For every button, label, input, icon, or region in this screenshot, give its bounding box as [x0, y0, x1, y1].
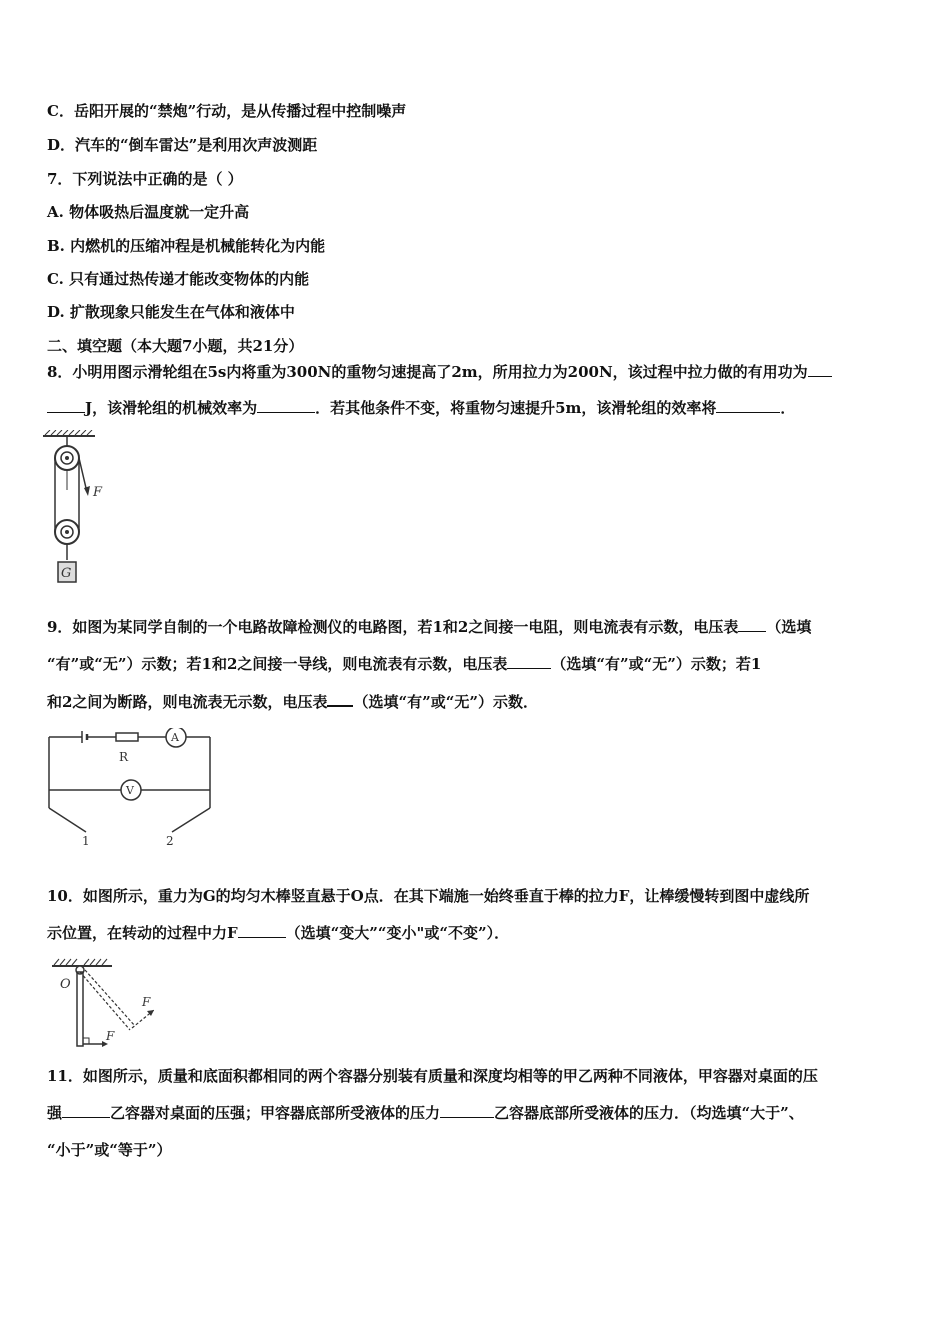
- q11-text-2: 乙容器对桌面的压强；甲容器底部所受液体的压力: [110, 1104, 441, 1122]
- q8-text-3: ．若其他条件不变，将重物匀速提升5m，该滑轮组的效率将: [315, 399, 717, 417]
- q9-line-1: [47, 617, 811, 637]
- q11-text-3: 乙容器底部所受液体的压力．（均选填“大于”、: [494, 1104, 804, 1122]
- q9-text-6: （选填“有”或“无”）示数．: [353, 693, 538, 711]
- circuit-ammeter-label: A: [171, 731, 179, 744]
- q10-line-1: 10．如图所示，重力为G的均匀木棒竖直悬于O点．在其下端施一始终垂直于棒的拉力F，让棒缓慢转到图中虚线所: [47, 887, 810, 905]
- pulley-label-f: F: [93, 485, 103, 500]
- q7-option-d: D. 扩散现象只能发生在气体和液体中: [47, 303, 295, 321]
- q11-blank-1[interactable]: [62, 1103, 110, 1118]
- q8-blank-3[interactable]: [716, 398, 780, 413]
- lever-figure: [50, 958, 170, 1053]
- q8-blank-1a[interactable]: [808, 362, 832, 377]
- q9-blank-3[interactable]: [327, 691, 353, 707]
- q10-text-2: （选填“变大”“变小"或“不变”）．: [285, 924, 510, 942]
- pulley-figure: [40, 430, 120, 590]
- q7-option-a: A. 物体吸热后温度就一定升高: [47, 203, 250, 221]
- lever-label-o: O: [60, 977, 71, 992]
- q9-text-1: 9．如图为某同学自制的一个电路故障检测仪的电路图，若1和2之间接一电阻，则电流表有示数，电压表: [47, 618, 739, 636]
- q11-text-1: 强: [47, 1104, 63, 1122]
- lever-label-f-top: F: [142, 995, 151, 1009]
- q8-blank-1b[interactable]: [47, 398, 85, 413]
- q7-stem: 7．下列说法中正确的是（ ）: [47, 170, 243, 188]
- q11-line-3: “小于”或“等于”）: [47, 1141, 172, 1159]
- circuit-voltmeter-label: V: [126, 784, 134, 797]
- circuit-resistor-label: R: [119, 750, 129, 764]
- q9-text-3: “有”或“无”）示数；若1和2之间接一导线，则电流表有示数，电压表: [47, 655, 508, 673]
- q8-text-4: ．: [780, 399, 796, 417]
- circuit-terminal-2: 2: [166, 834, 174, 848]
- q7-option-c: C. 只有通过热传递才能改变物体的内能: [47, 270, 310, 288]
- q8-text-2: J，该滑轮组的机械效率为: [85, 399, 258, 417]
- q10-text-1: 示位置，在转动的过程中力F: [47, 924, 238, 942]
- option-c-prev: C．岳阳开展的“禁炮”行动，是从传播过程中控制噪声: [47, 102, 407, 120]
- q9-line-2: [47, 654, 761, 674]
- q8-line-1: [47, 362, 832, 382]
- q9-text-4: （选填“有”或“无”）示数；若1: [551, 655, 762, 673]
- q10-blank-1[interactable]: [238, 923, 286, 938]
- q11-blank-2[interactable]: [440, 1103, 494, 1118]
- q8-blank-2[interactable]: [257, 398, 315, 413]
- circuit-figure: [42, 728, 222, 853]
- q9-blank-2[interactable]: [507, 654, 551, 669]
- pulley-label-g: G: [61, 566, 72, 581]
- q9-blank-1[interactable]: [738, 617, 766, 632]
- q11-line-2: [47, 1103, 804, 1123]
- circuit-terminal-1: 1: [82, 834, 90, 848]
- q9-text-2: （选填: [766, 618, 812, 636]
- q9-line-3: [47, 691, 538, 712]
- q9-text-5: 和2之间为断路，则电流表无示数，电压表: [47, 693, 328, 711]
- q11-line-1: 11．如图所示，质量和底面积都相同的两个容器分别装有质量和深度均相等的甲乙两种不同液体，甲容器对桌面的压: [47, 1067, 818, 1085]
- q7-option-b: B. 内燃机的压缩冲程是机械能转化为内能: [47, 237, 326, 255]
- section-heading: 二、填空题（本大题7小题，共21分）: [47, 337, 304, 355]
- option-d-prev: D．汽车的“倒车雷达”是利用次声波测距: [47, 136, 318, 154]
- q8-line-2: [47, 398, 795, 418]
- q8-text-1: 8．小明用图示滑轮组在5s内将重为300N的重物匀速提高了2m，所用拉力为200N，该过程中拉力做的有用功为: [47, 363, 808, 381]
- q10-line-2: [47, 923, 509, 943]
- lever-label-f-bottom: F: [106, 1029, 115, 1043]
